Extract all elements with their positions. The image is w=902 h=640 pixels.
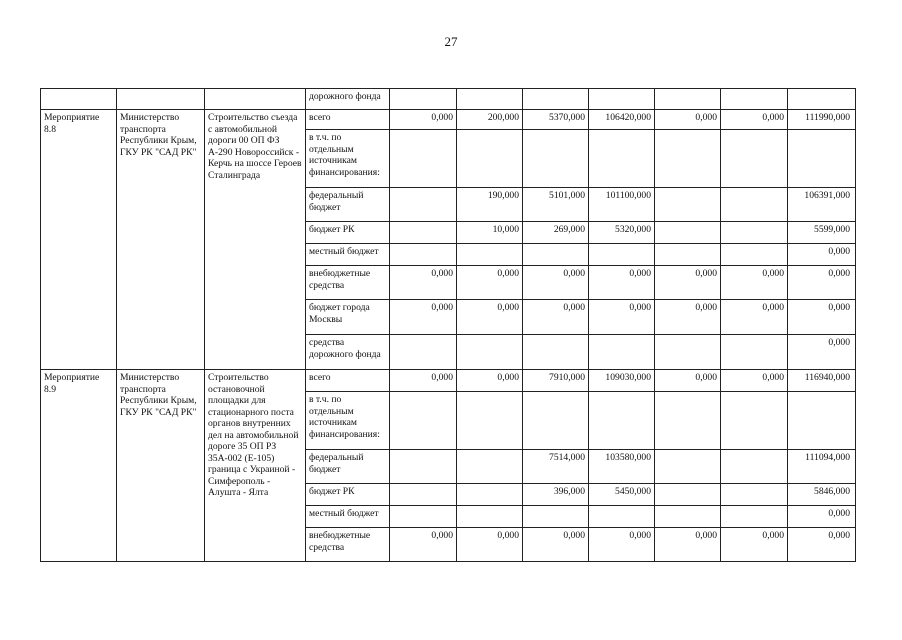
value-cell: 0,000 bbox=[721, 110, 788, 130]
funding-source-cell: местный бюджет bbox=[306, 506, 390, 528]
value-cell bbox=[457, 335, 523, 370]
table-row bbox=[41, 89, 856, 110]
value-cell bbox=[721, 244, 788, 266]
value-cell: 0,000 bbox=[721, 528, 788, 562]
value-cell bbox=[655, 335, 721, 370]
value-cell bbox=[721, 222, 788, 244]
value-cell bbox=[655, 484, 721, 506]
value-cell: 0,000 bbox=[721, 300, 788, 335]
value-cell: 0,000 bbox=[523, 266, 589, 300]
funding-source-cell: местный бюджет bbox=[306, 244, 390, 266]
funding-source-cell: бюджет РК bbox=[306, 484, 390, 506]
description-cell bbox=[205, 89, 306, 110]
value-cell: 0,000 bbox=[655, 300, 721, 335]
total-cell: 0,000 bbox=[788, 506, 856, 528]
value-cell bbox=[457, 506, 523, 528]
description-cell: Строительство съезда с автомобильной дороги 00 ОП ФЗ А-290 Новороссийск - Керчь на шоссе Героев Сталинграда bbox=[205, 110, 306, 370]
value-cell: 0,000 bbox=[721, 370, 788, 392]
value-cell: 0,000 bbox=[655, 266, 721, 300]
value-cell: 7910,000 bbox=[523, 370, 589, 392]
action-cell: Мероприятие 8.8 bbox=[41, 110, 117, 370]
total-cell: 5846,000 bbox=[788, 484, 856, 506]
value-cell: 0,000 bbox=[390, 370, 457, 392]
total-cell: 111990,000 bbox=[788, 110, 856, 130]
value-cell bbox=[589, 244, 655, 266]
table-row bbox=[41, 370, 856, 392]
value-cell: 0,000 bbox=[523, 300, 589, 335]
funding-source-cell: в т.ч. по отдельным источникам финансирования: bbox=[306, 392, 390, 450]
value-cell: 0,000 bbox=[390, 266, 457, 300]
value-cell bbox=[523, 392, 589, 450]
value-cell: 0,000 bbox=[390, 300, 457, 335]
value-cell: 0,000 bbox=[457, 528, 523, 562]
value-cell bbox=[721, 188, 788, 222]
value-cell: 5101,000 bbox=[523, 188, 589, 222]
value-cell bbox=[721, 450, 788, 484]
description-cell: Строительство остановочной площадки для стационарного поста органов внутренних дел на автомобильной дороге 35 ОП РЗ 35А-002 (Е-105) граница с Украиной - Симферополь - Алушта - Ялта bbox=[205, 370, 306, 562]
total-cell: 0,000 bbox=[788, 335, 856, 370]
total-cell: 106391,000 bbox=[788, 188, 856, 222]
action-cell: Мероприятие 8.9 bbox=[41, 370, 117, 562]
value-cell bbox=[457, 484, 523, 506]
value-cell: 0,000 bbox=[390, 110, 457, 130]
executor-cell bbox=[117, 89, 205, 110]
total-cell bbox=[788, 89, 856, 110]
value-cell: 101100,000 bbox=[589, 188, 655, 222]
value-cell: 106420,000 bbox=[589, 110, 655, 130]
value-cell: 109030,000 bbox=[589, 370, 655, 392]
action-cell bbox=[41, 89, 117, 110]
total-cell: 0,000 bbox=[788, 528, 856, 562]
total-cell: 0,000 bbox=[788, 244, 856, 266]
value-cell bbox=[589, 392, 655, 450]
value-cell bbox=[721, 335, 788, 370]
total-cell bbox=[788, 130, 856, 188]
value-cell: 0,000 bbox=[457, 300, 523, 335]
value-cell: 0,000 bbox=[589, 528, 655, 562]
value-cell: 7514,000 bbox=[523, 450, 589, 484]
value-cell bbox=[457, 130, 523, 188]
value-cell: 200,000 bbox=[457, 110, 523, 130]
value-cell bbox=[721, 392, 788, 450]
value-cell bbox=[523, 244, 589, 266]
value-cell bbox=[390, 244, 457, 266]
value-cell: 5370,000 bbox=[523, 110, 589, 130]
funding-source-cell: бюджет РК bbox=[306, 222, 390, 244]
value-cell bbox=[390, 130, 457, 188]
value-cell bbox=[655, 89, 721, 110]
value-cell bbox=[523, 130, 589, 188]
total-cell: 0,000 bbox=[788, 300, 856, 335]
funding-source-cell: дорожного фонда bbox=[306, 89, 390, 110]
budget-table bbox=[40, 88, 856, 562]
value-cell bbox=[523, 335, 589, 370]
value-cell bbox=[457, 244, 523, 266]
value-cell: 0,000 bbox=[589, 300, 655, 335]
value-cell: 10,000 bbox=[457, 222, 523, 244]
value-cell bbox=[589, 130, 655, 188]
value-cell bbox=[655, 222, 721, 244]
value-cell bbox=[655, 506, 721, 528]
value-cell bbox=[589, 335, 655, 370]
value-cell: 0,000 bbox=[390, 528, 457, 562]
funding-source-cell: бюджет города Москвы bbox=[306, 300, 390, 335]
value-cell bbox=[721, 506, 788, 528]
total-cell: 116940,000 bbox=[788, 370, 856, 392]
value-cell bbox=[721, 89, 788, 110]
value-cell bbox=[457, 450, 523, 484]
funding-source-cell: всего bbox=[306, 370, 390, 392]
value-cell bbox=[390, 450, 457, 484]
value-cell: 5450,000 bbox=[589, 484, 655, 506]
value-cell bbox=[390, 222, 457, 244]
value-cell: 0,000 bbox=[655, 528, 721, 562]
value-cell: 0,000 bbox=[655, 370, 721, 392]
total-cell: 5599,000 bbox=[788, 222, 856, 244]
value-cell bbox=[655, 450, 721, 484]
funding-source-cell: в т.ч. по отдельным источникам финансирования: bbox=[306, 130, 390, 188]
funding-source-cell: средства дорожного фонда bbox=[306, 335, 390, 370]
value-cell: 0,000 bbox=[523, 528, 589, 562]
value-cell bbox=[390, 89, 457, 110]
value-cell bbox=[655, 244, 721, 266]
value-cell bbox=[589, 89, 655, 110]
total-cell bbox=[788, 392, 856, 450]
value-cell bbox=[390, 392, 457, 450]
value-cell bbox=[655, 392, 721, 450]
value-cell bbox=[390, 188, 457, 222]
funding-source-cell: федеральный бюджет bbox=[306, 450, 390, 484]
value-cell bbox=[390, 506, 457, 528]
total-cell: 0,000 bbox=[788, 266, 856, 300]
page-number: 27 bbox=[444, 34, 458, 49]
total-cell: 111094,000 bbox=[788, 450, 856, 484]
value-cell: 269,000 bbox=[523, 222, 589, 244]
funding-source-cell: всего bbox=[306, 110, 390, 130]
value-cell: 0,000 bbox=[457, 370, 523, 392]
value-cell bbox=[390, 335, 457, 370]
funding-source-cell: внебюджетные средства bbox=[306, 266, 390, 300]
value-cell: 103580,000 bbox=[589, 450, 655, 484]
value-cell bbox=[457, 89, 523, 110]
value-cell bbox=[457, 392, 523, 450]
value-cell bbox=[721, 484, 788, 506]
executor-cell: Министерство транспорта Республики Крым, ГКУ РК "САД РК" bbox=[117, 370, 205, 562]
funding-source-cell: федеральный бюджет bbox=[306, 188, 390, 222]
table-row bbox=[41, 110, 856, 130]
value-cell bbox=[655, 188, 721, 222]
funding-source-cell: внебюджетные средства bbox=[306, 528, 390, 562]
value-cell: 0,000 bbox=[655, 110, 721, 130]
executor-cell: Министерство транспорта Республики Крым, ГКУ РК "САД РК" bbox=[117, 110, 205, 370]
value-cell: 190,000 bbox=[457, 188, 523, 222]
value-cell bbox=[589, 506, 655, 528]
value-cell: 0,000 bbox=[457, 266, 523, 300]
value-cell: 396,000 bbox=[523, 484, 589, 506]
value-cell bbox=[523, 506, 589, 528]
value-cell bbox=[523, 89, 589, 110]
value-cell bbox=[390, 484, 457, 506]
value-cell: 5320,000 bbox=[589, 222, 655, 244]
value-cell: 0,000 bbox=[721, 266, 788, 300]
value-cell bbox=[655, 130, 721, 188]
value-cell bbox=[721, 130, 788, 188]
value-cell: 0,000 bbox=[589, 266, 655, 300]
